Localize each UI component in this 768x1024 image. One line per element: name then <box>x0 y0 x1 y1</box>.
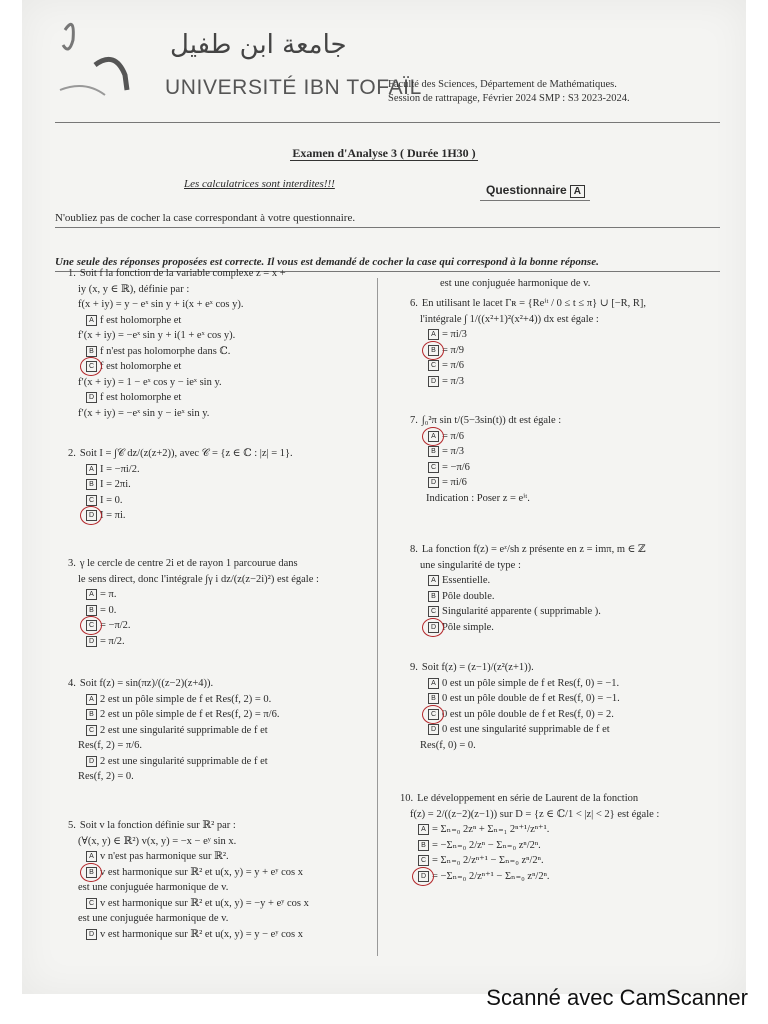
answer-option[interactable] <box>400 853 705 869</box>
question-text: Soit f(z) = (z−1)/(z²(z+1)). <box>421 662 534 673</box>
answer-text: 0 est un pôle double de f et Res(f, 0) = −1. <box>442 693 620 704</box>
question-text: est une conjuguée harmonique de v. <box>440 278 591 289</box>
answer-checkbox[interactable]: B <box>428 693 439 704</box>
answer-text: Res(f, 0) = 0. <box>420 739 476 751</box>
answer-checkbox[interactable]: A <box>418 824 429 835</box>
answer-text: = Σₙ₌₀ 2/zⁿ⁺¹ − Σₙ₌₀ zⁿ/2ⁿ. <box>432 855 544 866</box>
answer-option[interactable] <box>410 429 715 445</box>
answer-text: = π/2. <box>100 635 125 647</box>
answer-text: = π. <box>100 589 117 600</box>
answer-option[interactable] <box>68 493 378 509</box>
answer-checkbox[interactable]: A <box>86 589 97 600</box>
question-text: En utilisant le lacet Γʀ = {Reⁱᵗ / 0 ≤ t ≤ π} ∪ [−R, R], <box>421 298 646 309</box>
answer-circle-mark <box>80 357 102 376</box>
answer-option[interactable] <box>68 390 378 406</box>
faculty-info <box>388 78 630 106</box>
answer-option[interactable] <box>68 865 378 881</box>
answer-option[interactable] <box>410 358 715 374</box>
answer-option <box>68 738 378 754</box>
answer-option[interactable] <box>400 822 705 838</box>
answer-option[interactable] <box>68 344 378 360</box>
answer-option[interactable] <box>68 634 378 650</box>
answer-option[interactable] <box>68 587 378 603</box>
answer-option[interactable] <box>410 722 715 738</box>
session-line: Session de rattrapage, Février 2024 SMP : S3 2023-2024. <box>388 93 630 104</box>
answer-checkbox[interactable]: D <box>428 622 439 633</box>
question-number: 5. <box>68 820 76 831</box>
answer-text: Pôle simple. <box>442 621 494 633</box>
answer-text: = Σₙ₌₀ 2zⁿ + Σₙ₌₁ 2ⁿ⁺¹/zⁿ⁺¹. <box>432 824 550 835</box>
answer-checkbox[interactable]: C <box>86 361 97 372</box>
question-text: Soit I = ∫𝒞 dz/(z(z+2)), avec 𝒞 = {z ∈ ℂ : |z| = 1}. <box>79 448 293 459</box>
answer-text: f est holomorphe et <box>100 361 182 372</box>
answer-text: = 0. <box>100 604 117 616</box>
answer-option[interactable] <box>410 573 715 589</box>
question-number: 1. <box>68 268 76 279</box>
question-number: 10. <box>400 793 414 804</box>
university-name: UNIVERSITÉ IBN TOFAÏL <box>165 76 422 99</box>
answer-option[interactable] <box>410 589 715 605</box>
answer-text: = π/6 <box>442 430 465 442</box>
answer-option[interactable] <box>68 618 378 634</box>
answer-text: = π/3 <box>442 375 465 387</box>
answer-option[interactable] <box>68 754 378 770</box>
question-number: 2. <box>68 448 76 459</box>
answer-text: I = −πi/2. <box>100 463 140 475</box>
exam-title: Examen d'Analyse 3 ( Durée 1H30 ) <box>292 146 476 160</box>
question-number: 7. <box>410 415 418 426</box>
answer-text: f est holomorphe et <box>100 314 182 326</box>
question-number: 4. <box>68 678 76 689</box>
answer-text: = −π/2. <box>100 620 131 631</box>
question-8 <box>410 413 715 506</box>
answer-text: = πi/3 <box>442 329 467 340</box>
question-text: La fonction f(z) = eᶻ/sh z présente en z = imπ, m ∈ ℤ <box>421 544 646 555</box>
scanner-watermark: Scanné avec CamScanner <box>486 985 748 1010</box>
questionnaire-letter-box: A <box>570 185 585 198</box>
answer-option[interactable] <box>68 849 378 865</box>
answer-text: Singularité apparente ( supprimable ). <box>442 606 601 617</box>
answer-checkbox[interactable]: C <box>428 606 439 617</box>
answer-option <box>68 769 378 785</box>
answer-checkbox[interactable]: B <box>428 591 439 602</box>
answer-option[interactable] <box>410 343 715 359</box>
answer-option <box>68 406 378 422</box>
answer-text: = −Σₙ₌₀ 2/zⁿ⁺¹ − Σₙ₌₀ zⁿ/2ⁿ. <box>432 870 550 882</box>
question-number: 9. <box>410 662 418 673</box>
answer-checkbox[interactable]: B <box>86 709 97 720</box>
answer-text: v n'est pas harmonique sur ℝ². <box>100 851 229 862</box>
question-text: le sens direct, donc l'intégrale ∫γ i dz/(z(z−2i)²) est égale : <box>78 573 319 585</box>
answer-circle-mark <box>422 341 444 360</box>
answer-option[interactable] <box>400 869 705 885</box>
answer-checkbox[interactable]: D <box>86 510 97 521</box>
answer-option[interactable] <box>410 444 715 460</box>
question-4 <box>68 676 378 785</box>
answer-option[interactable] <box>68 927 378 943</box>
answer-checkbox[interactable]: C <box>86 495 97 506</box>
answer-text: I = πi. <box>100 510 126 521</box>
question-text: f(z) = 2/((z−2)(z−1)) sur D = {z ∈ ℂ/1 < |z| < 2} est égale : <box>410 808 660 820</box>
answer-text: Pôle double. <box>442 590 495 602</box>
answer-checkbox[interactable]: B <box>86 346 97 357</box>
question-number: 3. <box>68 558 76 569</box>
answer-checkbox[interactable]: B <box>428 345 439 356</box>
answer-circle-mark <box>422 427 444 446</box>
answer-option[interactable] <box>410 604 715 620</box>
answer-checkbox[interactable]: B <box>86 479 97 490</box>
answer-text: 2 est un pôle simple de f et Res(f, 2) = 0. <box>100 693 272 705</box>
answer-text: v est harmonique sur ℝ² et u(x, y) = y + eʸ cos x <box>100 866 303 878</box>
answer-option[interactable] <box>68 462 378 478</box>
answer-option[interactable] <box>68 313 378 329</box>
question-text: f(x + iy) = y − eˣ sin y + i(x + eˣ cos y). <box>78 299 244 310</box>
notice-divider <box>55 227 720 228</box>
question-text: γ le cercle de centre 2i et de rayon 1 parcourue dans <box>79 558 298 569</box>
answer-checkbox[interactable]: B <box>418 840 429 851</box>
answer-checkbox[interactable]: C <box>86 725 97 736</box>
question-11 <box>400 791 705 884</box>
answer-option[interactable] <box>68 603 378 619</box>
questionnaire-label: Questionnaire A <box>486 183 585 198</box>
answer-option[interactable] <box>410 676 715 692</box>
answer-option[interactable] <box>68 477 378 493</box>
answer-text: = π/3 <box>442 446 465 457</box>
answer-checkbox[interactable]: A <box>428 329 439 340</box>
answer-option[interactable] <box>410 707 715 723</box>
answer-option[interactable] <box>68 896 378 912</box>
answer-checkbox[interactable]: C <box>428 709 439 720</box>
answer-option[interactable] <box>410 620 715 636</box>
answer-checkbox[interactable]: A <box>86 464 97 475</box>
answer-text: I = 2πi. <box>100 479 131 490</box>
answer-text: Res(f, 2) = π/6. <box>78 740 143 751</box>
answer-checkbox[interactable]: D <box>86 929 97 940</box>
answer-checkbox[interactable]: D <box>428 724 439 735</box>
hint-text: Indication : Poser z = eⁱᵗ. <box>426 492 530 504</box>
question-1 <box>68 266 378 421</box>
answer-checkbox[interactable]: D <box>418 871 429 882</box>
answer-text: f′(x + iy) = −eˣ sin y − ieˣ sin y. <box>78 407 210 419</box>
answer-checkbox[interactable]: D <box>86 636 97 647</box>
answer-option[interactable] <box>68 707 378 723</box>
faculty-line: Faculté des Sciences, Département de Mathématiques. <box>388 79 617 90</box>
calculator-notice: Les calculatrices sont interdites!!! <box>184 178 335 190</box>
answer-text: = −π/6 <box>442 461 470 473</box>
answer-checkbox[interactable]: A <box>428 678 439 689</box>
question-2 <box>68 446 378 524</box>
answer-text: Res(f, 2) = 0. <box>78 771 134 782</box>
question-text: Soit f la fonction de la variable complexe z = x + <box>79 268 286 279</box>
answer-text: 2 est une singularité supprimable de f et <box>100 724 268 736</box>
question-6 <box>430 276 735 292</box>
answer-text: I = 0. <box>100 494 123 506</box>
answer-text: = −Σₙ₌₀ 2/zⁿ − Σₙ₌₀ zⁿ/2ⁿ. <box>432 839 541 851</box>
answer-circle-mark <box>422 705 444 724</box>
question-number: 6. <box>410 298 418 309</box>
answer-text: Essentielle. <box>442 575 491 586</box>
answer-option[interactable] <box>410 691 715 707</box>
answer-checkbox[interactable]: C <box>428 360 439 371</box>
answer-text: = πi/6 <box>442 477 467 488</box>
question-number: 8. <box>410 544 418 555</box>
header-divider <box>55 122 720 123</box>
answer-option <box>68 375 378 391</box>
question-text: Le développement en série de Laurent de la fonction <box>417 793 639 804</box>
answer-option[interactable] <box>400 838 705 854</box>
answer-checkbox[interactable]: B <box>86 605 97 616</box>
answer-checkbox[interactable]: C <box>428 462 439 473</box>
answer-text: v est harmonique sur ℝ² et u(x, y) = −y + eʸ cos x <box>100 897 309 909</box>
checkbox-notice: N'oubliez pas de cocher la case correspondant à votre questionnaire. <box>55 212 356 224</box>
answer-option[interactable] <box>68 359 378 375</box>
arabic-university-name: جامعة ابن طفيل <box>170 30 347 60</box>
answer-checkbox[interactable]: C <box>86 898 97 909</box>
answer-text: est une conjuguée harmonique de v. <box>78 882 229 893</box>
answer-circle-mark <box>80 863 102 882</box>
answer-option <box>68 328 378 344</box>
answer-text: f n'est pas holomorphe dans ℂ. <box>100 345 231 357</box>
questionnaire-underline <box>480 200 590 201</box>
answer-text: est une conjuguée harmonique de v. <box>78 913 229 924</box>
answer-text: v est harmonique sur ℝ² et u(x, y) = y − eʸ cos x <box>100 928 303 940</box>
question-text: l'intégrale ∫ 1/((x²+1)²(x²+4)) dx est égale : <box>420 313 599 325</box>
answer-option[interactable] <box>410 327 715 343</box>
answer-checkbox[interactable]: A <box>86 315 97 326</box>
answer-checkbox[interactable]: C <box>418 855 429 866</box>
answer-circle-mark <box>422 618 444 637</box>
question-text: Soit v la fonction définie sur ℝ² par : <box>79 820 236 831</box>
question-text: iy (x, y ∈ ℝ), définie par : <box>78 283 190 295</box>
answer-circle-mark <box>80 616 102 635</box>
answer-option[interactable] <box>68 723 378 739</box>
answer-checkbox[interactable]: D <box>428 477 439 488</box>
answer-checkbox[interactable]: C <box>86 620 97 631</box>
answer-checkbox[interactable]: D <box>428 376 439 387</box>
answer-checkbox[interactable]: A <box>428 431 439 442</box>
answer-option[interactable] <box>410 460 715 476</box>
answer-text: 2 est un pôle simple de f et Res(f, 2) = π/6. <box>100 709 280 720</box>
question-9 <box>410 542 715 635</box>
answer-text: = π/9 <box>442 344 465 356</box>
answer-option[interactable] <box>68 508 378 524</box>
answer-text: 2 est une singularité supprimable de f et <box>100 755 268 767</box>
answer-text: f est holomorphe et <box>100 392 182 403</box>
answer-checkbox[interactable]: A <box>86 851 97 862</box>
answer-text: f′(x + iy) = 1 − eˣ cos y − ieˣ sin y. <box>78 376 222 388</box>
answer-circle-mark <box>412 867 434 886</box>
answer-option <box>68 880 378 896</box>
question-text: ∫₀²π sin t/(5−3sin(t)) dt est égale : <box>421 415 562 426</box>
question-5 <box>68 818 378 942</box>
answer-checkbox[interactable]: B <box>428 446 439 457</box>
question-3 <box>68 556 378 649</box>
question-10 <box>410 660 715 753</box>
answer-option[interactable] <box>68 692 378 708</box>
answer-option <box>410 738 715 754</box>
answer-text: 0 est un pôle simple de f et Res(f, 0) = −1. <box>442 677 620 689</box>
answer-text: = π/6 <box>442 360 465 371</box>
answer-option[interactable] <box>410 475 715 491</box>
answer-option <box>68 911 378 927</box>
answer-text: f′(x + iy) = −eˣ sin y + i(1 + eˣ cos y). <box>78 330 236 341</box>
university-logo <box>55 10 155 100</box>
answer-checkbox[interactable]: B <box>86 867 97 878</box>
answer-checkbox[interactable]: A <box>428 575 439 586</box>
question-text: (∀(x, y) ∈ ℝ²) v(x, y) = −x − eʸ sin x. <box>78 835 237 847</box>
question-7 <box>410 296 715 389</box>
answer-checkbox[interactable]: A <box>86 694 97 705</box>
answer-option[interactable] <box>410 374 715 390</box>
instructions: Une seule des réponses proposées est correcte. Il vous est demandé de cocher la case qui correspond à la bonne réponse. <box>55 256 599 268</box>
answer-text: 0 est une singularité supprimable de f et <box>442 724 610 735</box>
answer-text: 0 est un pôle double de f et Res(f, 0) = 2. <box>442 708 614 720</box>
answer-checkbox[interactable]: D <box>86 756 97 767</box>
answer-checkbox[interactable]: D <box>86 392 97 403</box>
answer-circle-mark <box>80 506 102 525</box>
question-text: une singularité de type : <box>420 559 521 571</box>
question-text: Soit f(z) = sin(πz)/((z−2)(z+4)). <box>79 678 214 689</box>
